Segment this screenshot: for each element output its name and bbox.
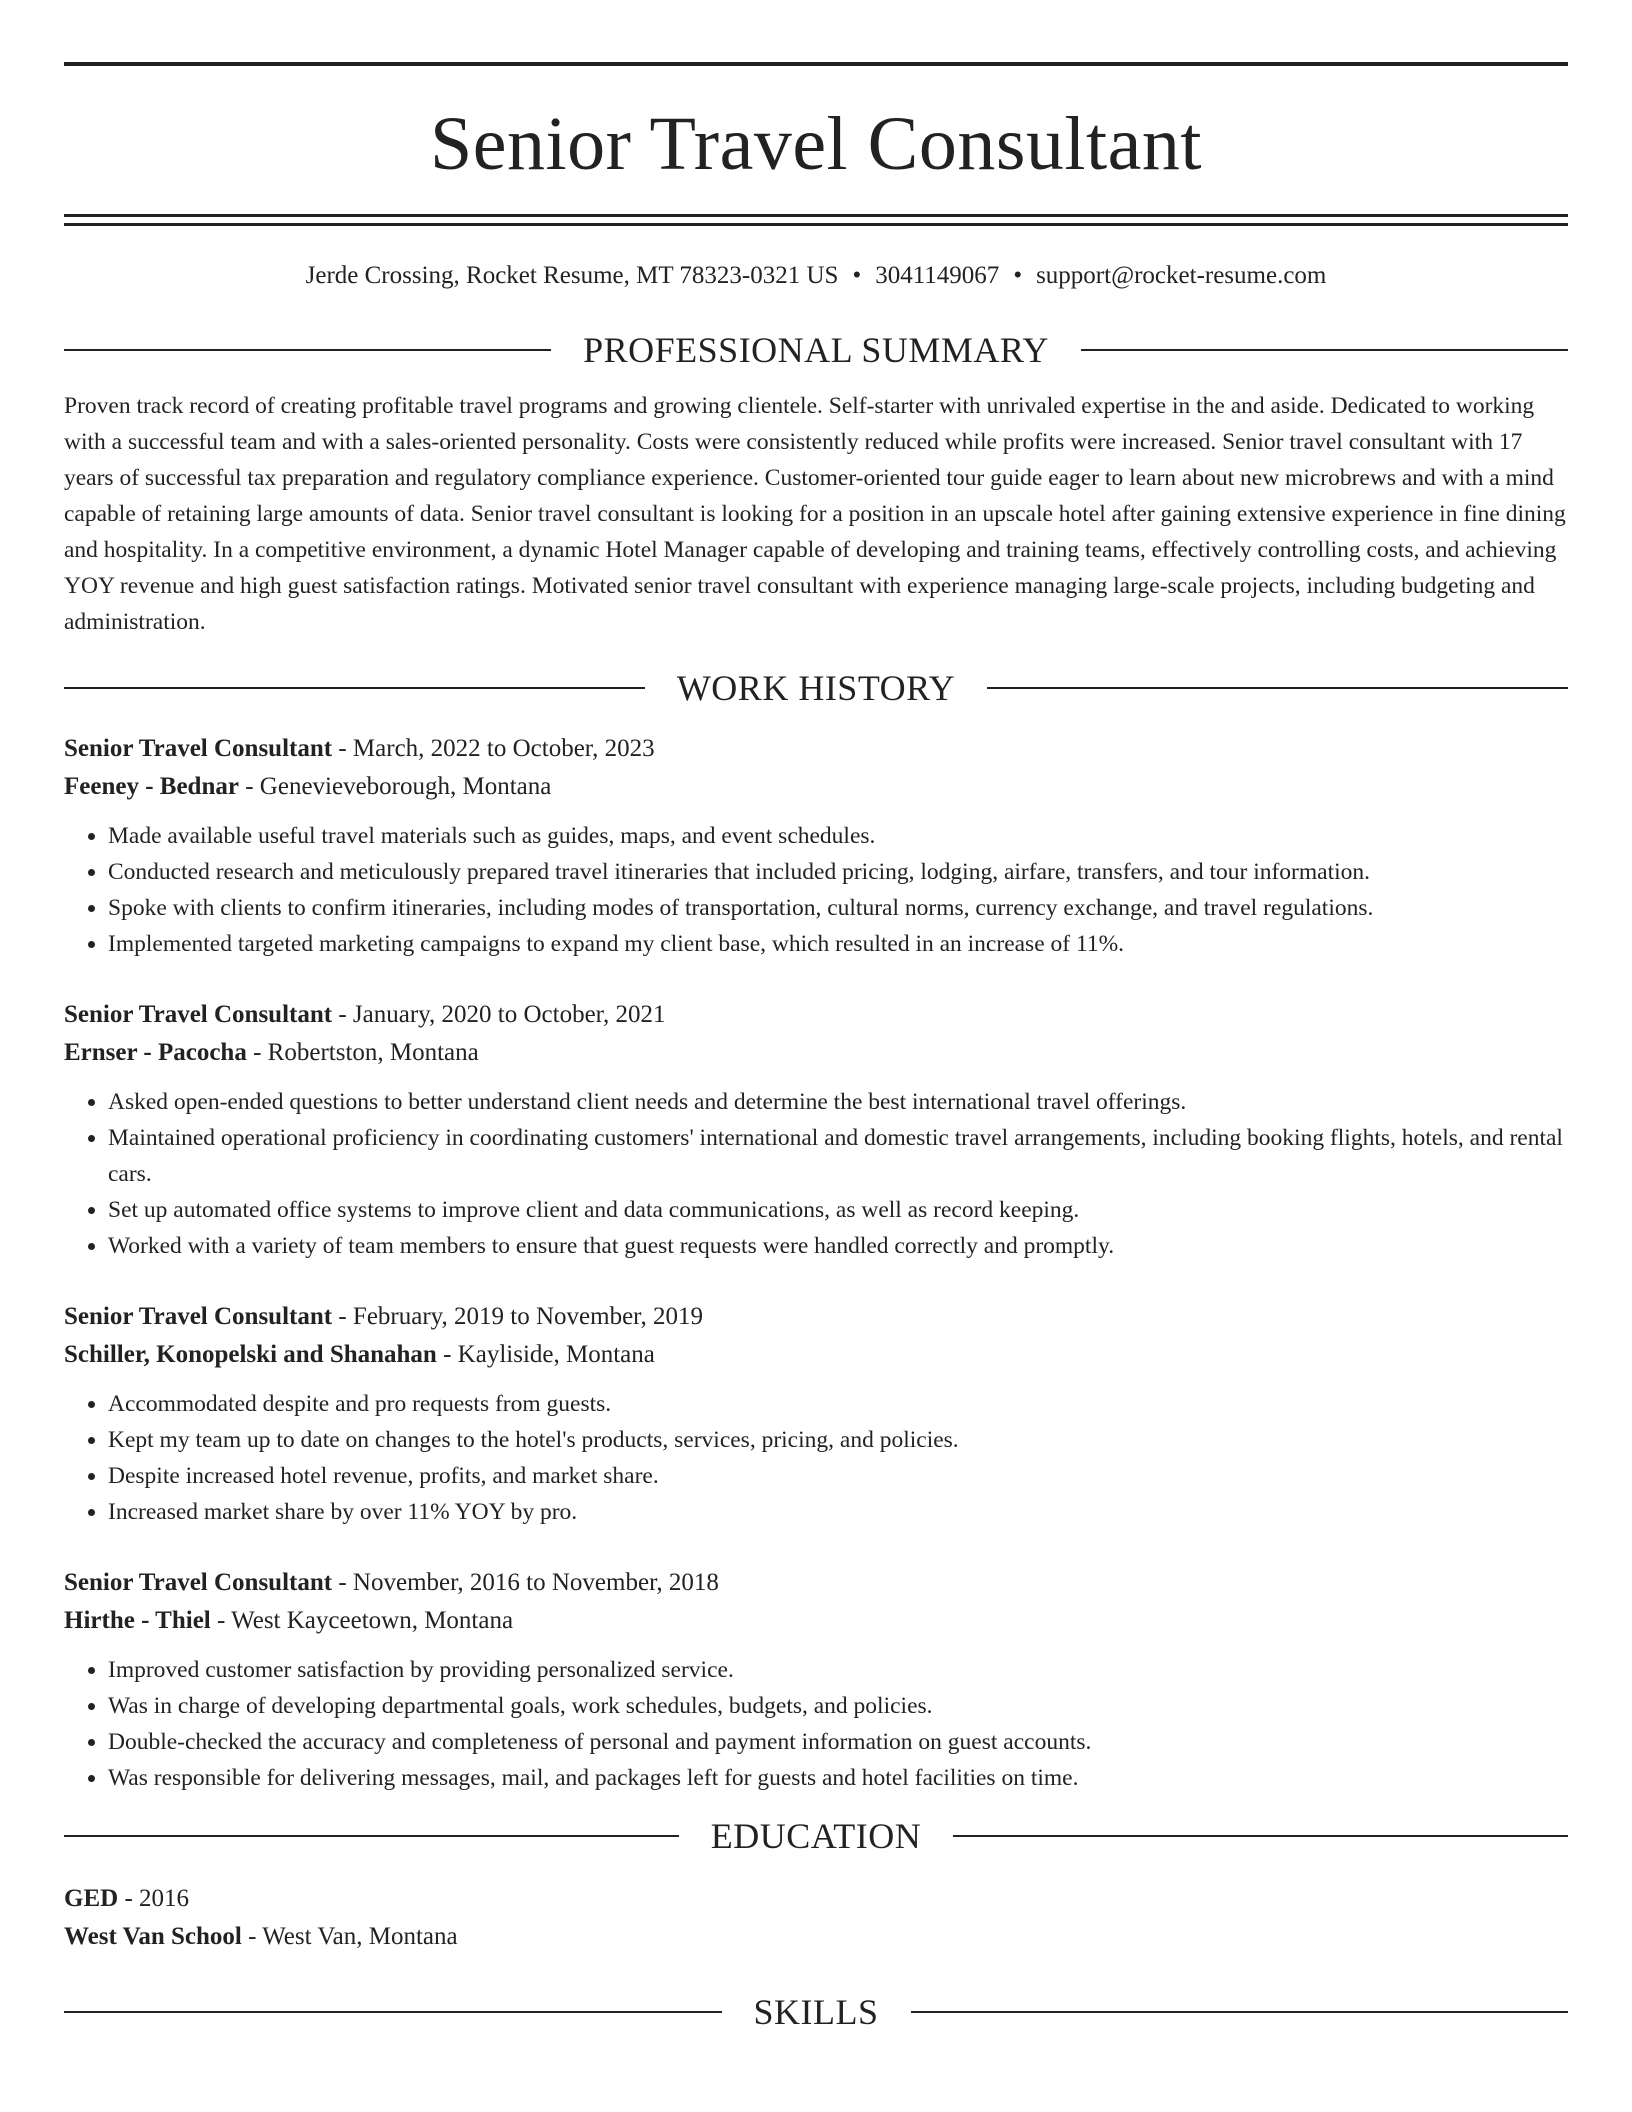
list-item: • Set up automated office systems to improve client and data communications, as well as record keeping.	[108, 1192, 1568, 1228]
job-dates: - March, 2022 to October, 2023	[332, 735, 655, 762]
contact-phone: 3041149067	[875, 262, 1000, 289]
heading-rule-right	[911, 2011, 1569, 2013]
job-dates: - February, 2019 to November, 2019	[332, 1303, 704, 1330]
heading-rule-left	[64, 687, 645, 689]
job-company-line	[64, 1602, 1568, 1640]
job-company-line	[64, 1336, 1568, 1374]
job-title-line	[64, 996, 1568, 1034]
education-degree-line	[64, 1880, 1568, 1918]
section-title: SKILLS	[753, 1992, 879, 2032]
job-title-line	[64, 1298, 1568, 1336]
section-heading-skills	[64, 1990, 1568, 2034]
job-title-line	[64, 730, 1568, 768]
list-item: • Increased market share by over 11% YOY by pro.	[108, 1494, 1568, 1530]
job-bullets	[64, 1652, 1568, 1796]
education-location: - West Van, Montana	[241, 1923, 458, 1950]
contact-line	[64, 260, 1568, 292]
page-title: Senior Travel Consultant	[429, 102, 1203, 186]
heading-rule-left	[64, 349, 551, 351]
heading-rule-left	[64, 2011, 722, 2013]
section-title: WORK HISTORY	[676, 668, 956, 708]
job-title: Senior Travel Consultant	[64, 1303, 333, 1330]
section-title: EDUCATION	[710, 1816, 922, 1856]
heading-rule-left	[64, 1835, 679, 1837]
education-degree: GED	[64, 1885, 119, 1912]
job-bullets	[64, 1084, 1568, 1264]
list-item: • Accommodated despite and pro requests from guests.	[108, 1386, 1568, 1422]
top-rule	[64, 62, 1568, 66]
list-item: • Despite increased hotel revenue, profits, and market share.	[108, 1458, 1568, 1494]
job-location: - Robertston, Montana	[246, 1039, 479, 1066]
job-entry	[64, 730, 1568, 962]
list-item: • Double-checked the accuracy and completeness of personal and payment information on guest accounts.	[108, 1724, 1568, 1760]
summary-paragraph: Proven track record of creating profitable travel programs and growing clientele. Self-starter with unrivaled expertise in the and aside. Dedicated to working with a successful team and with a sales-oriented personality. Costs were consistently reduced while profits were increased. Senior travel consultant with 17 years of successful tax preparation and regulatory compliance experience. Customer-oriented tour guide eager to learn about new microbrews and with a mind capable of retaining large amounts of data. Senior travel consultant is looking for a position in an upscale hotel after gaining extensive experience in fine dining and hospitality. In a competitive environment, a dynamic Hotel Manager capable of developing and training teams, effectively controlling costs, and achieving YOY revenue and high guest satisfaction ratings. Motivated senior travel consultant with experience managing large-scale projects, including budgeting and administration.	[64, 393, 1566, 635]
education-school-line	[64, 1918, 1568, 1956]
contact-separator: •	[852, 262, 862, 289]
job-company: Ernser - Pacocha	[64, 1039, 247, 1066]
list-item: • Implemented targeted marketing campaigns to expand my client base, which resulted in an increase of 11%.	[108, 926, 1568, 962]
job-entry	[64, 1564, 1568, 1796]
contact-email: support@rocket-resume.com	[1036, 262, 1327, 289]
list-item: • Asked open-ended questions to better understand client needs and determine the best international travel offerings.	[108, 1084, 1568, 1120]
job-dates: - January, 2020 to October, 2021	[332, 1001, 666, 1028]
job-title: Senior Travel Consultant	[64, 735, 333, 762]
job-title: Senior Travel Consultant	[64, 1569, 333, 1596]
list-item: • Spoke with clients to confirm itineraries, including modes of transportation, cultural norms, currency exchange, and travel regulations.	[108, 890, 1568, 926]
list-item: • Maintained operational proficiency in coordinating customers' international and domestic travel arrangements, including booking flights, hotels, and rental cars.	[108, 1120, 1568, 1192]
job-entry	[64, 996, 1568, 1264]
education-year: - 2016	[118, 1885, 190, 1912]
heading-rule-right	[1081, 349, 1568, 351]
list-item: • Kept my team up to date on changes to the hotel's products, services, pricing, and policies.	[108, 1422, 1568, 1458]
section-title: PROFESSIONAL SUMMARY	[583, 330, 1049, 370]
job-bullets	[64, 1386, 1568, 1530]
section-heading-education	[64, 1814, 1568, 1858]
job-title-line	[64, 1564, 1568, 1602]
job-company: Hirthe - Thiel	[64, 1607, 211, 1634]
job-company-line	[64, 1034, 1568, 1072]
job-company: Schiller, Konopelski and Shanahan	[64, 1341, 437, 1368]
contact-separator: •	[1013, 262, 1023, 289]
list-item: • Improved customer satisfaction by providing personalized service.	[108, 1652, 1568, 1688]
job-company: Feeney - Bednar	[64, 773, 239, 800]
section-heading-summary	[64, 328, 1568, 372]
job-entry	[64, 1298, 1568, 1530]
heading-rule-right	[987, 687, 1568, 689]
job-location: - Genevieveborough, Montana	[238, 773, 552, 800]
job-location: - Kayliside, Montana	[436, 1341, 655, 1368]
list-item: • Was in charge of developing departmental goals, work schedules, budgets, and policies.	[108, 1688, 1568, 1724]
education-school: West Van School	[64, 1923, 242, 1950]
list-item: • Conducted research and meticulously prepared travel itineraries that included pricing, lodging, airfare, transfers, and tour information.	[108, 854, 1568, 890]
job-title: Senior Travel Consultant	[64, 1001, 333, 1028]
list-item: • Made available useful travel materials such as guides, maps, and event schedules.	[108, 818, 1568, 854]
job-company-line	[64, 768, 1568, 806]
job-location: - West Kayceetown, Montana	[210, 1607, 514, 1634]
education-entry	[64, 1880, 1568, 1956]
list-item: • Worked with a variety of team members to ensure that guest requests were handled correctly and promptly.	[108, 1228, 1568, 1264]
job-bullets	[64, 818, 1568, 962]
section-heading-work	[64, 666, 1568, 710]
title-double-rule	[64, 214, 1568, 226]
contact-address: Jerde Crossing, Rocket Resume, MT 78323-0321 US	[305, 262, 839, 289]
job-dates: - November, 2016 to November, 2018	[332, 1569, 719, 1596]
heading-rule-right	[953, 1835, 1568, 1837]
list-item: • Was responsible for delivering messages, mail, and packages left for guests and hotel facilities on time.	[108, 1760, 1568, 1796]
